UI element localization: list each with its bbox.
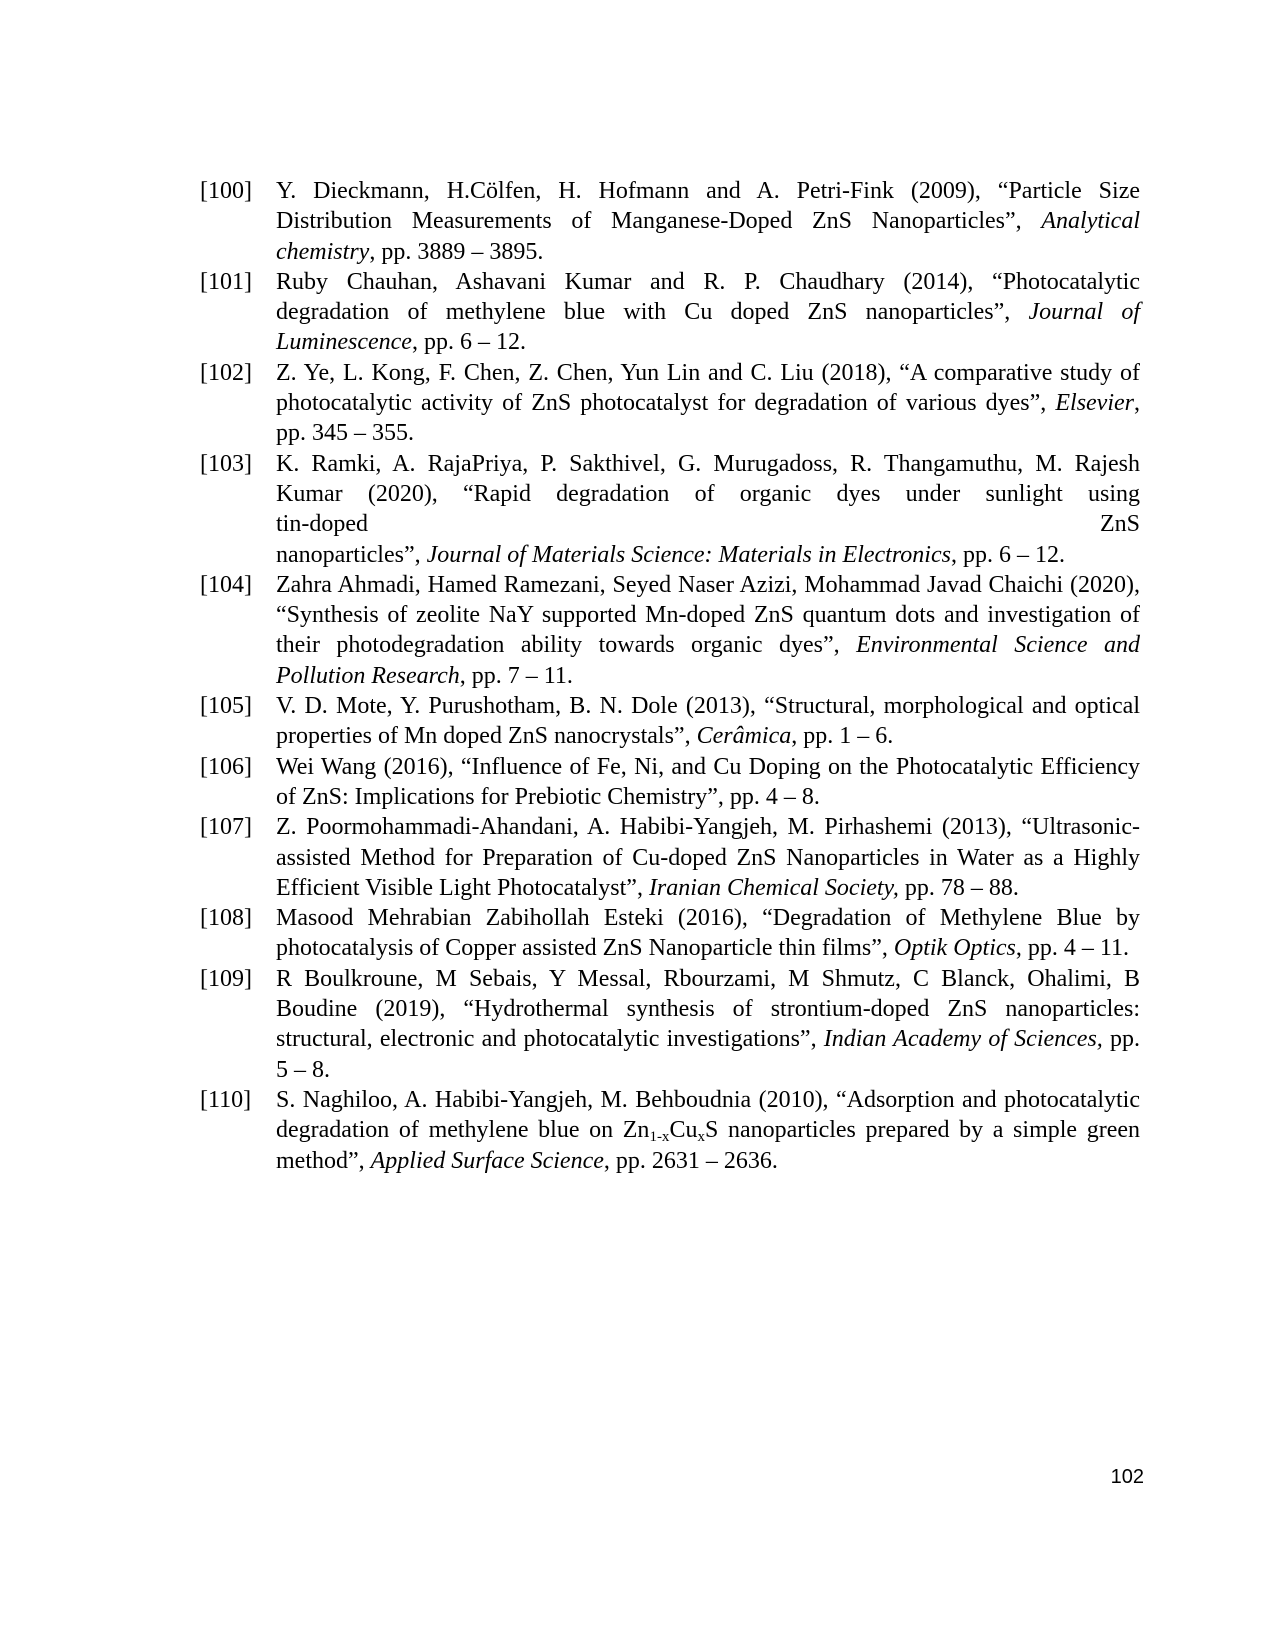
reference-pages: , pp. 2631 – 2636. bbox=[603, 1147, 778, 1174]
subscript: 1-x bbox=[649, 1129, 670, 1146]
reference-pages: , pp. 6 – 12. bbox=[950, 541, 1065, 568]
reference-split-line: tin-doped ZnS bbox=[276, 511, 1140, 538]
reference-authors-cont: S nanoparticles prepared by a simple green method”, bbox=[276, 1117, 1140, 1174]
reference-number: [108] bbox=[200, 905, 252, 932]
reference-item bbox=[200, 570, 1140, 691]
reference-text bbox=[276, 812, 1140, 903]
reference-number: [103] bbox=[200, 450, 252, 477]
reference-venue: Elsevier bbox=[1055, 390, 1134, 417]
reference-item bbox=[200, 752, 1140, 813]
reference-number: [109] bbox=[200, 965, 252, 992]
reference-authors: R Boulkroune, M Sebais, Y Messal, Rbourzami, M Shmutz, C Blanck, Ohalimi, B Boudine (2019), “Hydrothermal synthesis of strontium-doped ZnS nanoparticles: bbox=[276, 965, 1140, 1023]
reference-text bbox=[276, 176, 1140, 267]
reference-authors: Masood Mehrabian Zabihollah Esteki (2016), “Degradation of Methylene Blue by photocatalysis of Copper assisted ZnS Nanoparticle thin films”, bbox=[276, 905, 1140, 962]
reference-pages: pp. 5 – 8. bbox=[276, 1026, 1140, 1083]
reference-text bbox=[276, 903, 1140, 964]
reference-item bbox=[200, 1085, 1140, 1176]
reference-authors: Wei Wang (2016), “Influence of Fe, Ni, and Cu Doping on the Photocatalytic Efficiency of ZnS: Implications for Prebiotic Chemistry”, pp. 4 – 8. bbox=[276, 753, 1140, 810]
reference-authors: Z. Ye, L. Kong, F. Chen, Z. Chen, Yun Lin and C. Liu (2018), “A comparative study of photocatalytic activity of ZnS photocatalyst for degradation of various dyes”, bbox=[276, 359, 1140, 417]
reference-item bbox=[200, 903, 1140, 964]
reference-venue: Optik Optics bbox=[893, 935, 1016, 962]
reference-item bbox=[200, 964, 1140, 1085]
reference-item bbox=[200, 176, 1140, 267]
reference-venue: Journal of Materials Science: Materials in Electronics bbox=[426, 541, 951, 568]
reference-number: [105] bbox=[200, 693, 252, 720]
page-number: 102 bbox=[1110, 1466, 1144, 1488]
reference-authors: V. D. Mote, Y. Purushotham, B. N. Dole (2013), “Structural, morphological and optical properties of Mn doped ZnS nanocrystals”, bbox=[276, 693, 1140, 750]
reference-pages: pp. 78 – 88. bbox=[898, 874, 1019, 901]
reference-authors: K. Ramki, A. RajaPriya, P. Sakthivel, G. Murugadoss, R. Thangamuthu, M. Rajesh Kumar (2020), “Rapid degradation of organic dyes under sunlight using bbox=[276, 450, 1140, 507]
reference-pages: , pp. 3889 – 3895. bbox=[369, 238, 544, 265]
reference-venue: Environmental Science and Pollution Research bbox=[276, 632, 1140, 689]
reference-number: [101] bbox=[200, 268, 252, 295]
reference-pages: , pp. 6 – 12. bbox=[411, 329, 526, 356]
reference-number: [104] bbox=[200, 571, 252, 598]
reference-venue: Journal of Luminescence bbox=[276, 299, 1140, 356]
reference-item bbox=[200, 358, 1140, 449]
reference-text bbox=[276, 267, 1140, 358]
reference-text bbox=[276, 691, 1140, 752]
reference-authors-cont: structural, electronic and photocatalytic investigations”, bbox=[276, 1026, 824, 1053]
reference-number: [110] bbox=[200, 1086, 252, 1113]
reference-pages: , pp. 345 – 355. bbox=[276, 390, 1140, 447]
reference-continuation bbox=[276, 1024, 1140, 1085]
reference-text bbox=[276, 570, 1140, 691]
reference-item bbox=[200, 691, 1140, 752]
reference-item bbox=[200, 267, 1140, 358]
reference-authors: Z. Poormohammadi-Ahandani, A. Habibi-Yangjeh, M. Pirhashemi (2013), “Ultrasonic-assisted Method for Preparation of Cu-doped ZnS Nanoparticles in Water as a Highly Efficient Visible Light Photocatalyst”, bbox=[276, 814, 1140, 901]
reference-number: [102] bbox=[200, 359, 252, 386]
reference-authors: Y. Dieckmann, H.Cölfen, H. Hofmann and A. Petri-Fink (2009), “Particle Size Distribution Measurements of Manganese-Doped ZnS Nanoparticles”, bbox=[276, 178, 1140, 235]
formula-part: Cu bbox=[669, 1117, 698, 1144]
reference-text bbox=[276, 752, 1140, 813]
reference-pages: , pp. 1 – 6. bbox=[791, 723, 894, 750]
reference-item bbox=[200, 449, 1140, 570]
reference-number: [100] bbox=[200, 178, 252, 204]
reference-list bbox=[200, 176, 1140, 1176]
reference-item bbox=[200, 812, 1140, 903]
reference-venue: Cerâmica bbox=[696, 723, 792, 750]
reference-authors: Ruby Chauhan, Ashavani Kumar and R. P. Chaudhary (2014), “Photocatalytic degradation of methylene blue with Cu doped ZnS nanoparticles”, bbox=[276, 268, 1140, 326]
reference-text bbox=[276, 1085, 1140, 1176]
reference-pages: , pp. 4 – 11. bbox=[1015, 935, 1129, 962]
reference-text bbox=[276, 964, 1140, 1085]
reference-pages: , pp. 7 – 11. bbox=[459, 662, 573, 689]
reference-number: [106] bbox=[200, 753, 252, 780]
reference-venue: Indian Academy of Sciences, bbox=[823, 1026, 1103, 1053]
subscript: x bbox=[697, 1129, 705, 1146]
reference-venue: Applied Surface Science bbox=[370, 1147, 604, 1174]
reference-venue: Iranian Chemical Society, bbox=[648, 874, 899, 901]
reference-authors-cont: nanoparticles”, bbox=[276, 541, 427, 568]
reference-text bbox=[276, 358, 1140, 449]
reference-number: [107] bbox=[200, 814, 252, 841]
reference-authors: S. Naghiloo, A. Habibi-Yangjeh, M. Behboudnia (2010), “Adsorption and photocatalytic degradation of methylene blue on Zn bbox=[276, 1086, 1140, 1144]
reference-continuation bbox=[276, 540, 1140, 570]
reference-authors: Zahra Ahmadi, Hamed Ramezani, Seyed Naser Azizi, Mohammad Javad Chaichi (2020), “Synthesis of zeolite NaY supported Mn-doped ZnS quantum dots and investigation of their photodegradation ability towards organic dyes”, bbox=[276, 571, 1140, 659]
reference-text bbox=[276, 449, 1140, 570]
reference-venue: Analytical chemistry bbox=[276, 208, 1140, 265]
